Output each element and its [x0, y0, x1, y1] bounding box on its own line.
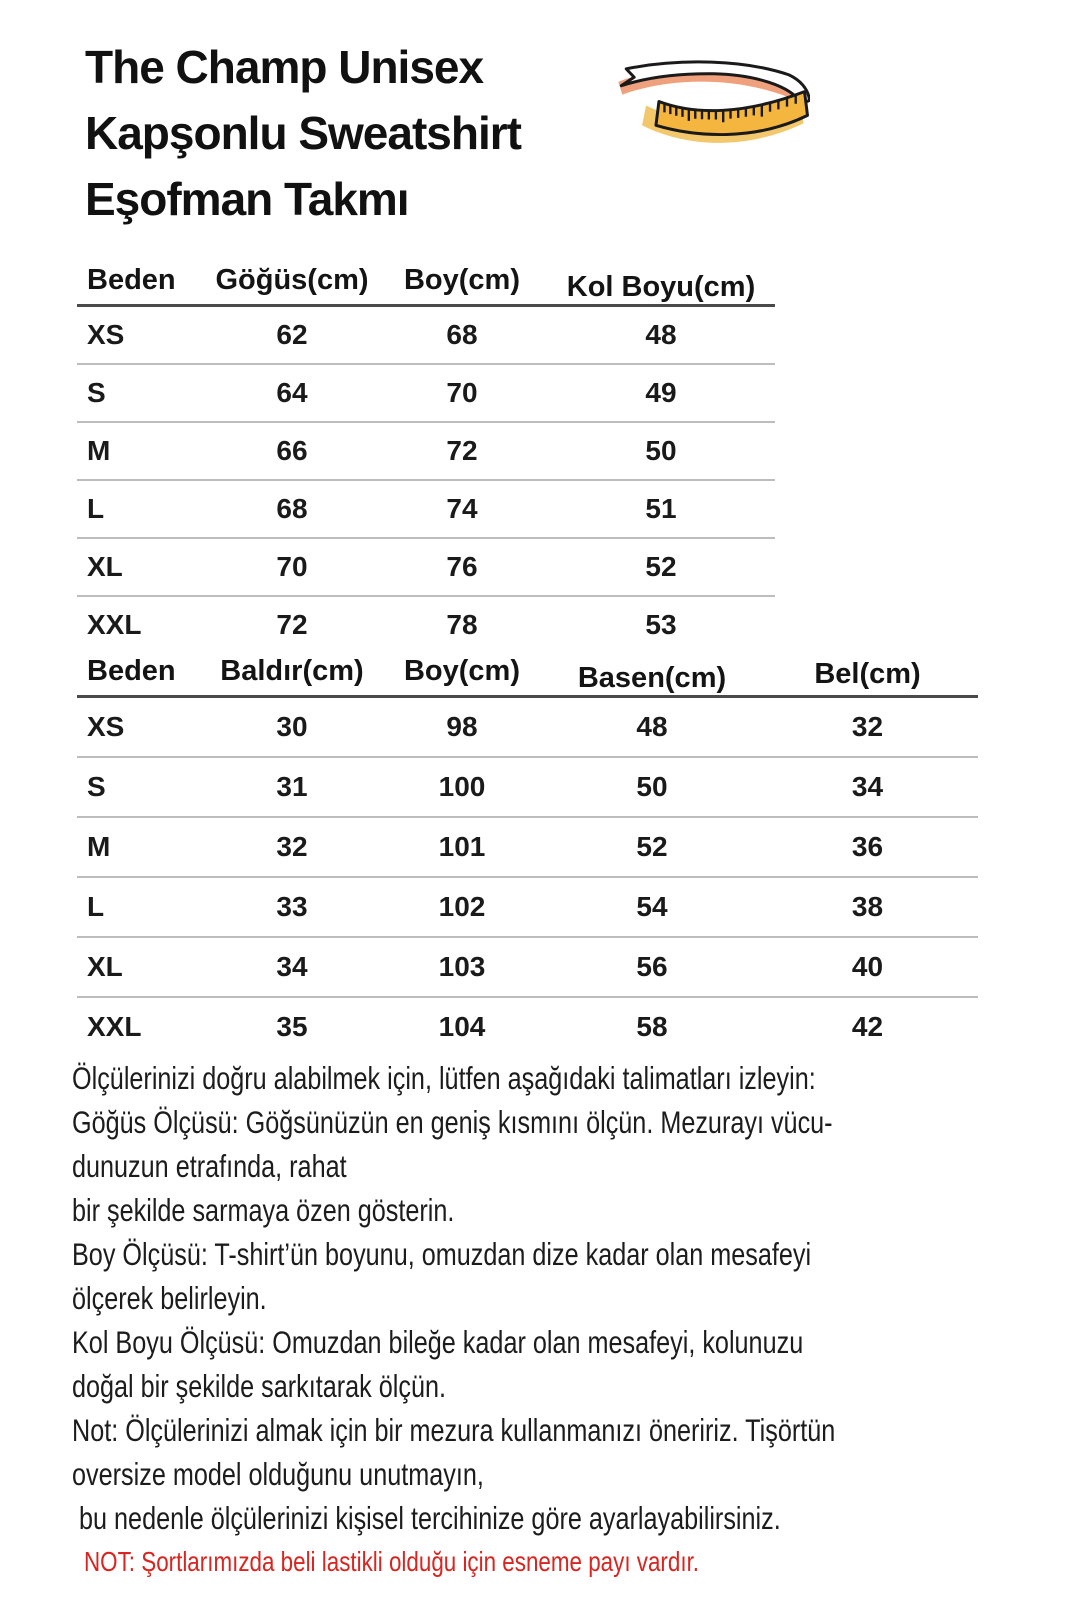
instruction-line: Kol Boyu Ölçüsü: Omuzdan bileğe kadar olan mesafeyi, kolunuzu [72, 1324, 804, 1360]
measurement-cell: 33 [276, 891, 308, 922]
measurement-cell: 48 [645, 319, 677, 350]
column-header: Bel(cm) [814, 658, 921, 690]
measurement-cell: 40 [851, 951, 884, 982]
measurement-cell: 52 [645, 551, 677, 582]
measurement-cell: 51 [645, 493, 677, 524]
measurement-cell: 54 [636, 891, 668, 922]
measuring-instructions [72, 1056, 1067, 1540]
measurement-cell: 58 [636, 1011, 668, 1042]
measurement-cell: 30 [276, 711, 308, 742]
measurement-cell: 32 [851, 711, 884, 742]
table-row [77, 878, 978, 938]
sweatshirt-size-table [77, 262, 775, 653]
table-header-row [77, 262, 775, 307]
page-title-line: The Champ Unisex [85, 41, 484, 93]
instruction-line: bu nedenle ölçülerinizi kişisel tercihinize göre ayarlayabilirsiniz. [72, 1500, 781, 1536]
instruction-line: Ölçülerinizi doğru alabilmek için, lütfen aşağıdaki talimatları izleyin: [72, 1060, 816, 1096]
table-row [77, 365, 775, 423]
measurement-cell: 76 [446, 551, 478, 582]
table-body [77, 307, 775, 653]
instruction-line: doğal bir şekilde sarkıtarak ölçün. [72, 1368, 446, 1404]
measurement-cell: 64 [276, 377, 308, 408]
measurement-cell: 62 [276, 319, 308, 350]
table-row [77, 539, 775, 597]
instruction-line: Boy Ölçüsü: T-shirt’ün boyunu, omuzdan dize kadar olan mesafeyi [72, 1236, 812, 1272]
pants-size-table [77, 645, 978, 1056]
measurement-cell: 56 [636, 951, 668, 982]
table-row [77, 423, 775, 481]
measurement-cell: 70 [446, 377, 478, 408]
page-title [85, 34, 521, 232]
measurement-cell: 98 [446, 711, 478, 742]
column-header: Beden [87, 264, 176, 296]
measurement-cell: 72 [446, 435, 478, 466]
measurement-cell: 101 [438, 831, 486, 862]
measurement-cell: 100 [438, 771, 486, 802]
instruction-line: Not: Ölçülerinizi almak için bir mezura kullanmanızı öneririz. Tişörtün [72, 1412, 836, 1448]
size-cell: XXL [87, 609, 142, 640]
table-row [77, 307, 775, 365]
measuring-tape-icon [596, 52, 810, 156]
measurement-cell: 103 [438, 951, 486, 982]
measurement-cell: 36 [851, 831, 884, 862]
measurement-cell: 42 [851, 1011, 884, 1042]
size-cell: M [87, 435, 111, 466]
table-body [77, 698, 978, 1056]
size-cell: XS [87, 319, 125, 350]
page-title-line: Eşofman Takmı [85, 173, 409, 225]
measurement-cell: 49 [645, 377, 677, 408]
stretch-note: NOT: Şortlarımızda beli lastikli olduğu için esneme payı vardır. [84, 1546, 700, 1577]
size-cell: M [87, 831, 111, 862]
measurement-cell: 72 [276, 609, 308, 640]
instruction-line: Göğüs Ölçüsü: Göğsünüzün en geniş kısmını ölçün. Mezurayı vücu- [72, 1104, 833, 1140]
size-cell: XL [87, 951, 123, 982]
measurement-cell: 35 [276, 1011, 308, 1042]
measurement-cell: 48 [636, 711, 668, 742]
column-header: Basen(cm) [577, 662, 727, 694]
instruction-line: bir şekilde sarmaya özen gösterin. [72, 1192, 455, 1228]
column-header: Kol Boyu(cm) [566, 271, 756, 303]
size-cell: L [87, 891, 105, 922]
size-cell: XXL [87, 1011, 142, 1042]
column-header: Göğüs(cm) [215, 264, 369, 296]
instruction-line: dunuzun etrafında, rahat [72, 1148, 347, 1184]
table-row [77, 698, 978, 758]
table-row [77, 481, 775, 539]
measurement-cell: 104 [438, 1011, 486, 1042]
size-cell: S [87, 771, 106, 802]
measurement-cell: 66 [276, 435, 308, 466]
instruction-line: ölçerek belirleyin. [72, 1280, 267, 1316]
measurement-cell: 34 [276, 951, 308, 982]
measurement-cell: 32 [276, 831, 308, 862]
measurement-cell: 78 [446, 609, 478, 640]
table-header-row [77, 645, 978, 698]
size-cell: XS [87, 711, 125, 742]
size-cell: L [87, 493, 105, 524]
size-cell: S [87, 377, 106, 408]
measurement-cell: 31 [276, 771, 308, 802]
column-header: Boy(cm) [403, 264, 520, 296]
column-header: Beden [87, 655, 176, 687]
instruction-line: oversize model olduğunu unutmayın, [72, 1456, 484, 1492]
measurement-cell: 102 [438, 891, 486, 922]
measurement-cell: 68 [276, 493, 308, 524]
size-cell: XL [87, 551, 123, 582]
measurement-cell: 38 [851, 891, 884, 922]
measurement-cell: 53 [645, 609, 677, 640]
measurement-cell: 70 [276, 551, 308, 582]
measurement-cell: 34 [851, 771, 884, 802]
measurement-cell: 50 [636, 771, 668, 802]
column-header: Boy(cm) [403, 655, 520, 687]
measurement-cell: 52 [636, 831, 668, 862]
measurement-cell: 68 [446, 319, 478, 350]
table-row [77, 998, 978, 1056]
measurement-cell: 50 [645, 435, 677, 466]
table-row [77, 818, 978, 878]
page-title-line: Kapşonlu Sweatshirt [85, 107, 521, 159]
column-header: Baldır(cm) [220, 655, 364, 687]
table-row [77, 938, 978, 998]
table-row [77, 758, 978, 818]
measurement-cell: 74 [446, 493, 478, 524]
